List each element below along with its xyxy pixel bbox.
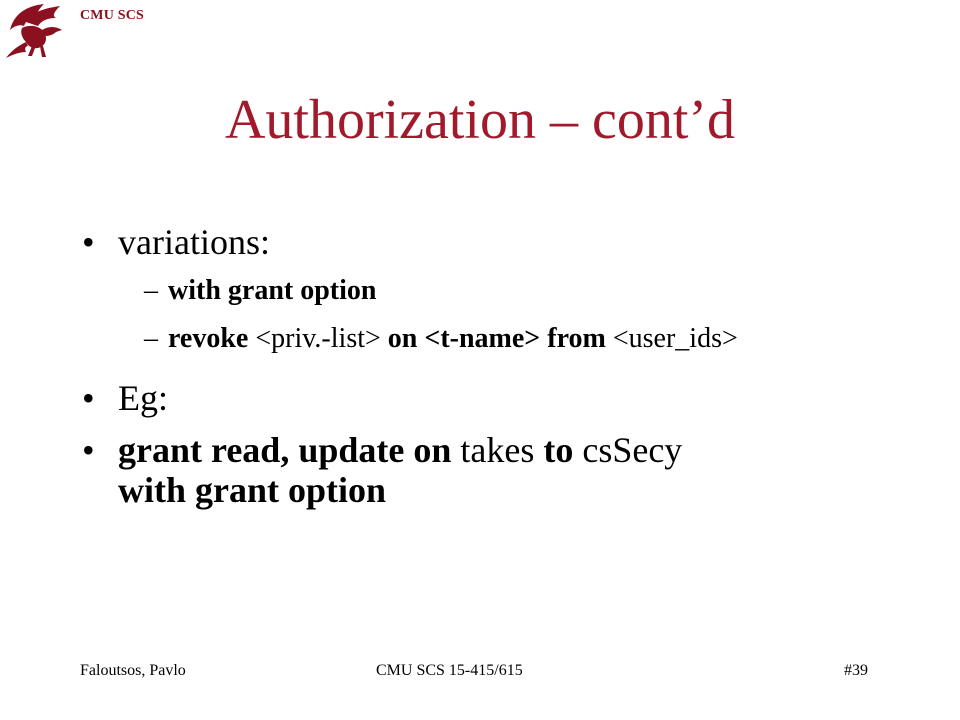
bullet-eg [82,378,902,418]
bullet-dot: • [82,430,95,470]
sub-bullet-dash: – [144,275,158,306]
revoke-table-name: <t-name> [424,323,541,354]
bullet-variations [82,222,902,262]
example-to-keyword: to [543,430,574,470]
footer-course: CMU SCS 15-415/615 [376,662,523,679]
bullet-dot: • [82,378,95,418]
revoke-keyword: revoke [168,323,249,354]
bullet-eg-text: Eg: [118,378,168,418]
sub-bullet-grant-option [144,274,902,308]
example-table: takes [460,430,535,470]
revoke-user-ids: <user_ids> [612,323,738,354]
revoke-on-keyword: on [387,323,418,354]
slide-title: Authorization – cont’d [224,89,736,151]
sub-bullet-dash: – [144,323,158,354]
slide-content [82,222,902,522]
sub-bullet-revoke [144,322,902,356]
bullet-dot: • [82,222,95,262]
griffin-logo-icon [4,2,66,60]
revoke-priv-list: <priv.-list> [255,323,381,354]
revoke-from-keyword: from [547,323,606,354]
grant-option-text: with grant option [168,275,377,306]
bullet-variations-text: variations: [118,222,270,262]
org-label: CMU SCS [80,8,145,23]
footer-slide-number: #39 [844,662,868,679]
example-option-keyword: with grant option [118,470,387,510]
example-user: csSecy [582,430,683,470]
bullet-example [82,430,902,510]
footer-authors: Faloutsos, Pavlo [80,662,186,679]
example-grant-keyword: grant read, update on [118,430,452,470]
